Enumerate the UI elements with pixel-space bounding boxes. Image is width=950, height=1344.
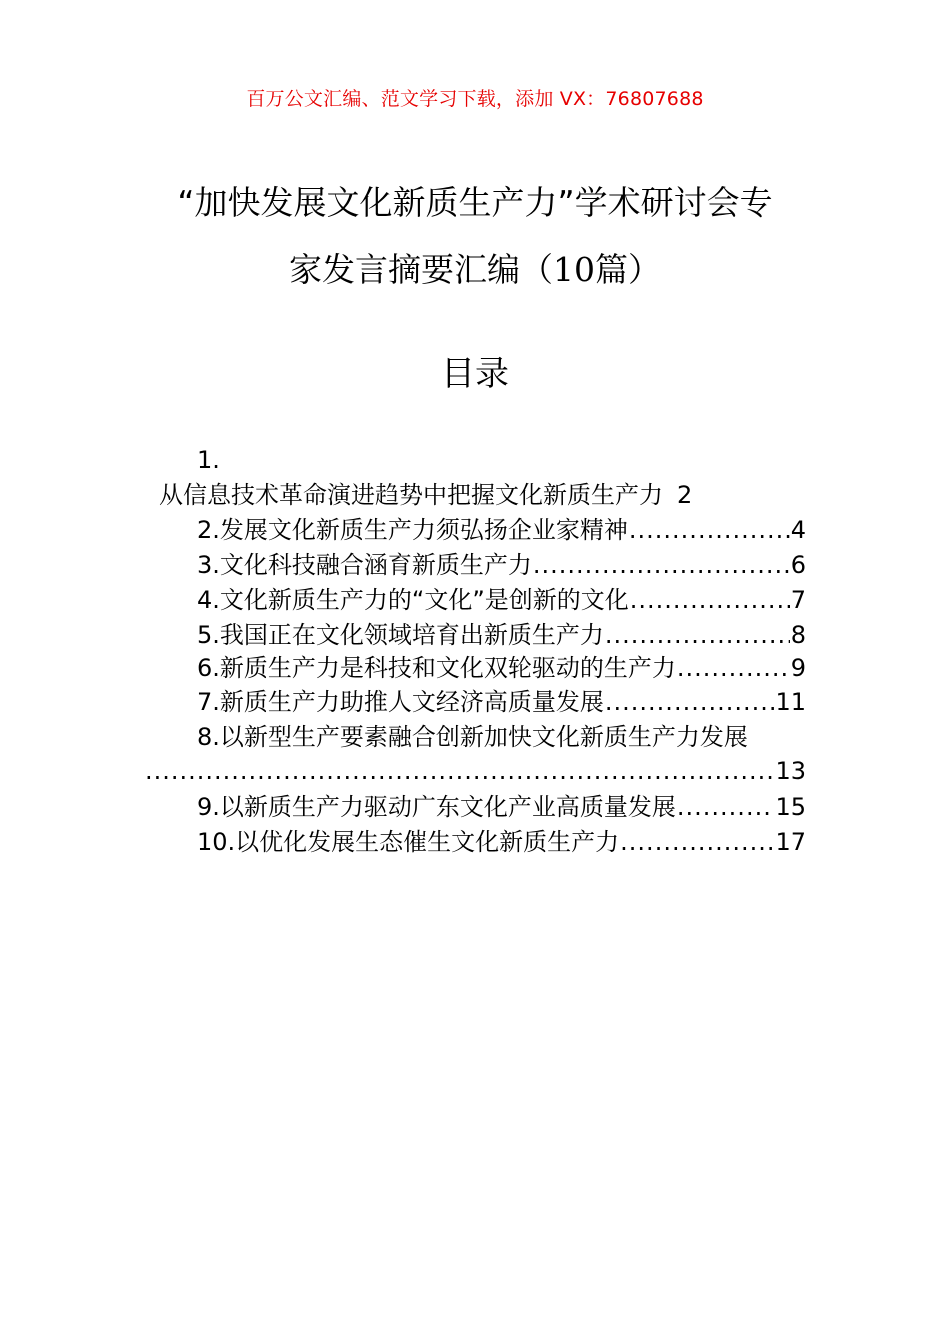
toc-entry-1[interactable]	[159, 480, 692, 510]
toc-leader-dots	[629, 515, 790, 545]
toc-leader-dots	[605, 687, 775, 717]
toc-entry-page: 4	[790, 516, 806, 544]
toc-leader-dots	[630, 585, 790, 615]
toc-entry-8[interactable]: 8.以新型生产要素融合创新加快文化新质生产力发展	[197, 723, 748, 751]
toc-entry-page: 15	[775, 793, 806, 821]
toc-entry-9[interactable]	[197, 792, 806, 822]
document-title-line-2	[100, 250, 850, 290]
toc-entry-page: 8	[790, 621, 806, 649]
toc-entry-text: 10.以优化发展生态催生文化新质生产力	[197, 828, 620, 856]
toc-entry-text: 6.新质生产力是科技和文化双轮驱动的生产力	[197, 654, 676, 682]
toc-entry-3[interactable]	[197, 550, 806, 580]
toc-entry-page: 13	[775, 757, 806, 785]
toc-entry-text: 3.文化科技融合涵育新质生产力	[197, 551, 532, 579]
toc-entry-5[interactable]	[197, 620, 806, 650]
toc-leader-dots	[620, 827, 774, 857]
toc-entry-text: 从信息技术革命演进趋势中把握文化新质生产力	[159, 481, 663, 509]
toc-entry-page: 6	[790, 551, 806, 579]
title-count: 10	[553, 250, 595, 289]
toc-entry-page: 11	[775, 688, 806, 716]
toc-entry-page: 17	[775, 828, 806, 856]
toc-entry-text: 2.发展文化新质生产力须弘扬企业家精神	[197, 516, 628, 544]
toc-entry-text: 4.文化新质生产力的“文化”是创新的文化	[197, 586, 629, 614]
toc-leader-dots	[677, 653, 790, 683]
document-title-line-1: “加快发展文化新质生产力”学术研讨会专	[177, 183, 773, 222]
toc-leader-dots	[677, 792, 775, 822]
toc-entry-text: 9.以新质生产力驱动广东文化产业高质量发展	[197, 793, 676, 821]
toc-leader-dots	[605, 620, 790, 650]
toc-entry-8-continuation[interactable]	[145, 756, 806, 786]
toc-entry-2[interactable]	[197, 515, 806, 545]
toc-entry-1-number[interactable]: 1.	[197, 446, 220, 474]
toc-entry-4[interactable]	[197, 585, 806, 615]
toc-leader-dots	[145, 756, 775, 786]
toc-entry-6[interactable]	[197, 653, 806, 683]
toc-entry-page: 2	[677, 481, 693, 509]
header-banner: 百万公文汇编、范文学习下载，添加 VX：76807688	[246, 88, 704, 110]
toc-entry-page: 9	[790, 654, 806, 682]
toc-heading: 目录	[441, 354, 509, 394]
title-text: 家发言摘要汇编（	[289, 250, 553, 289]
toc-leader-dots	[533, 550, 790, 580]
toc-entry-10[interactable]	[197, 827, 806, 857]
toc-entry-text: 7.新质生产力助推人文经济高质量发展	[197, 688, 604, 716]
toc-entry-page: 7	[790, 586, 806, 614]
toc-entry-text: 5.我国正在文化领域培育出新质生产力	[197, 621, 604, 649]
toc-entry-7[interactable]	[197, 687, 806, 717]
title-text-end: 篇）	[595, 250, 661, 289]
